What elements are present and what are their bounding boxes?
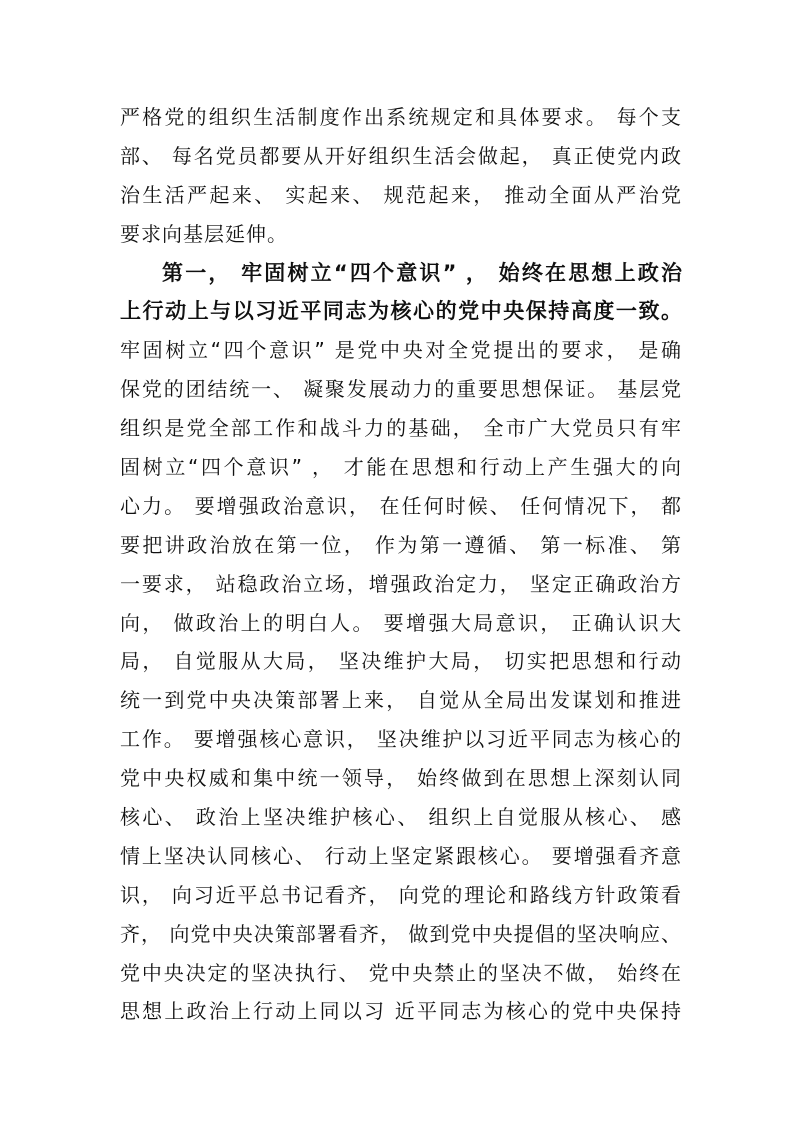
paragraph-line: 齐， 向党中央决策部署看齐， 做到党中央提倡的坚决响应、 [120, 921, 682, 946]
paragraph-line: 固树立“四个意识” ， 才能在思想和行动上产生强大的向 [120, 455, 682, 480]
paragraph-line: 组织是党全部工作和战斗力的基础， 全市广大党员只有牢 [120, 416, 682, 441]
paragraph-line: 一要求， 站稳政治立场，增强政治定力， 坚定正确政治方 [120, 571, 682, 596]
heading-line: 上行动上与以习近平同志为核心的党中央保持高度一致。 [120, 299, 682, 324]
paragraph-line: 心力。 要增强政治意识， 在任何时候、 任何情况下， 都 [120, 493, 682, 518]
paragraph-line: 核心、 政治上坚决维护核心、 组织上自觉服从核心、 感 [120, 805, 682, 830]
paragraph-line: 局， 自觉服从大局， 坚决维护大局， 切实把思想和行动 [120, 649, 682, 674]
paragraph-line: 保党的团结统一、 凝聚发展动力的重要思想保证。 基层党 [120, 377, 682, 402]
paragraph-line: 情上坚决认同核心、 行动上坚定紧跟核心。 要增强看齐意 [120, 843, 682, 868]
paragraph-line: 党中央决定的坚决执行、 党中央禁止的坚决不做， 始终在 [120, 960, 682, 985]
paragraph-line: 党中央权威和集中统一领导， 始终做到在思想上深刻认同 [120, 766, 682, 791]
paragraph-line: 要求向基层延伸。 [120, 221, 288, 246]
document-body [120, 98, 682, 1031]
heading-line: 第一， 牢固树立“四个意识” ， 始终在思想上政治 [162, 260, 682, 285]
paragraph-line: 思想上政治上行动上同以习 近平同志为核心的党中央保持 [120, 999, 682, 1024]
paragraph-line: 向， 做政治上的明白人。 要增强大局意识， 正确认识大 [120, 610, 682, 635]
paragraph-line: 严格党的组织生活制度作出系统规定和具体要求。 每个支 [120, 105, 682, 129]
paragraph-line: 部、 每名党员都要从开好组织生活会做起， 真正使党内政 [120, 143, 682, 168]
paragraph-line: 工作。 要增强核心意识， 坚决维护以习近平同志为核心的 [120, 727, 682, 752]
paragraph-line: 统一到党中央决策部署上来， 自觉从全局出发谋划和推进 [120, 688, 682, 713]
paragraph-line: 识， 向习近平总书记看齐， 向党的理论和路线方针政策看 [120, 882, 682, 907]
paragraph-line: 要把讲政治放在第一位， 作为第一遵循、 第一标准、 第 [120, 532, 682, 557]
paragraph-line: 牢固树立“四个意识” 是党中央对全党提出的要求， 是确 [120, 338, 682, 363]
paragraph-line: 治生活严起来、 实起来、 规范起来， 推动全面从严治党 [120, 182, 682, 207]
